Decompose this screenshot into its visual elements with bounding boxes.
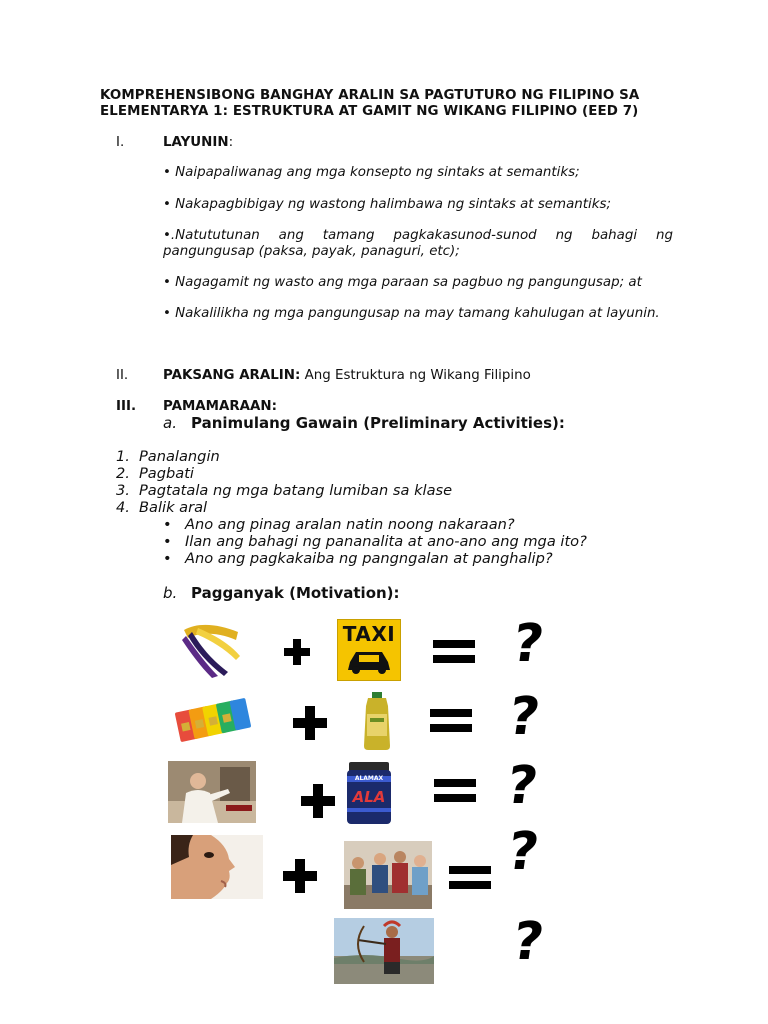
jar-brand-text: ALAMAX — [354, 775, 384, 782]
question-mark-icon: ? — [508, 614, 548, 674]
taxi-image — [337, 619, 401, 681]
section-2-numeral: II. — [116, 368, 129, 383]
review-question-3 — [163, 550, 553, 567]
document-title: KOMPREHENSIBONG BANGHAY ARALIN SA PAGTUTURO NG FILIPINO SA ELEMENTARYA 1: ESTRUKTURA AT GAMIT NG WIKANG FILIPINO (EED 7) — [100, 88, 640, 119]
equals-icon — [430, 709, 472, 733]
section-1-numeral: I. — [116, 135, 125, 150]
subsection-a — [163, 414, 565, 432]
objective-3: •.Natututunan ang tamang pagkakasunod-sunod ng bahagi ng pangungusap (paksa, payak, panaguri, etc); — [163, 228, 673, 259]
equals-icon — [434, 779, 476, 803]
ribbon-image — [178, 620, 246, 680]
question-mark-icon: ? — [503, 822, 543, 882]
section-1-colon: : — [228, 135, 234, 150]
plus-icon — [301, 784, 335, 818]
taxi-sign-text: TAXI — [342, 622, 396, 646]
bullet-1: • — [163, 516, 172, 533]
section-1-heading: LAYUNIN — [163, 135, 229, 150]
objective-4: • Nagagamit ng wasto ang mga paraan sa pagbuo ng pangungusap; at — [163, 275, 642, 290]
step-3 — [116, 482, 452, 499]
objective-2: • Nakapagbibigay ng wastong halimbawa ng sintaks at semantiks; — [163, 197, 611, 212]
group-talking-image — [344, 841, 432, 909]
plus-icon — [283, 859, 317, 893]
objective-5: • Nakalilikha ng mga pangungusap na may tamang kahulugan at layunin. — [163, 306, 660, 321]
tribal-archer-image — [334, 918, 434, 984]
step-2-text: Pagbati — [139, 465, 194, 482]
step-1 — [116, 448, 220, 465]
equals-icon — [449, 866, 491, 890]
review-question-2 — [163, 533, 587, 550]
supplement-jar-image — [345, 762, 393, 826]
subsection-b — [163, 584, 400, 602]
equals-icon — [433, 640, 475, 664]
section-2-text: Ang Estruktura ng Wikang Filipino — [304, 368, 531, 383]
objective-1: • Naipapaliwanag ang mga konsepto ng sintaks at semantiks; — [163, 165, 580, 180]
step-4 — [116, 499, 207, 516]
review-question-1 — [163, 516, 515, 533]
subsection-a-title: Panimulang Gawain (Preliminary Activities): — [191, 414, 565, 432]
bullet-3: • — [163, 550, 172, 567]
jar-big-text: ALA — [352, 788, 386, 806]
step-4-text: Balik aral — [139, 499, 208, 516]
question-mark-icon: ? — [508, 912, 548, 972]
step-1-text: Panalangin — [139, 448, 220, 465]
section-3-heading: PAMAMARAAN: — [163, 399, 277, 414]
subsection-b-title: Pagganyak (Motivation): — [191, 584, 400, 602]
step-2-number: 2. — [116, 465, 130, 482]
step-2 — [116, 465, 194, 482]
bullet-2: • — [163, 533, 172, 550]
question-mark-icon: ? — [504, 687, 544, 747]
cooking-oil-image — [360, 692, 394, 750]
step-1-number: 1. — [116, 448, 130, 465]
review-question-3-text: Ano ang pagkakaiba ng pangngalan at panghalip? — [185, 550, 553, 567]
step-4-number: 4. — [116, 499, 130, 516]
question-mark-icon: ? — [502, 756, 542, 816]
plus-icon — [293, 706, 327, 740]
section-3-numeral: III. — [116, 399, 137, 414]
plus-icon — [284, 639, 310, 665]
step-3-number: 3. — [116, 482, 130, 499]
priest-image — [168, 761, 256, 823]
review-question-1-text: Ano ang pinag aralan natin noong nakaraan? — [185, 516, 515, 533]
subsection-b-letter: b. — [163, 584, 178, 602]
review-question-2-text: Ilan ang bahagi ng pananalita at ano-ano ang mga ito? — [185, 533, 587, 550]
section-1-heading-wrap — [163, 135, 233, 151]
section-2-heading: PAKSANG ARALIN: — [163, 368, 301, 383]
section-2-line — [163, 368, 531, 384]
child-face-image — [171, 835, 263, 899]
sim-cards-image — [173, 695, 253, 745]
subsection-a-letter: a. — [163, 414, 177, 432]
step-3-text: Pagtatala ng mga batang lumiban sa klase — [139, 482, 453, 499]
